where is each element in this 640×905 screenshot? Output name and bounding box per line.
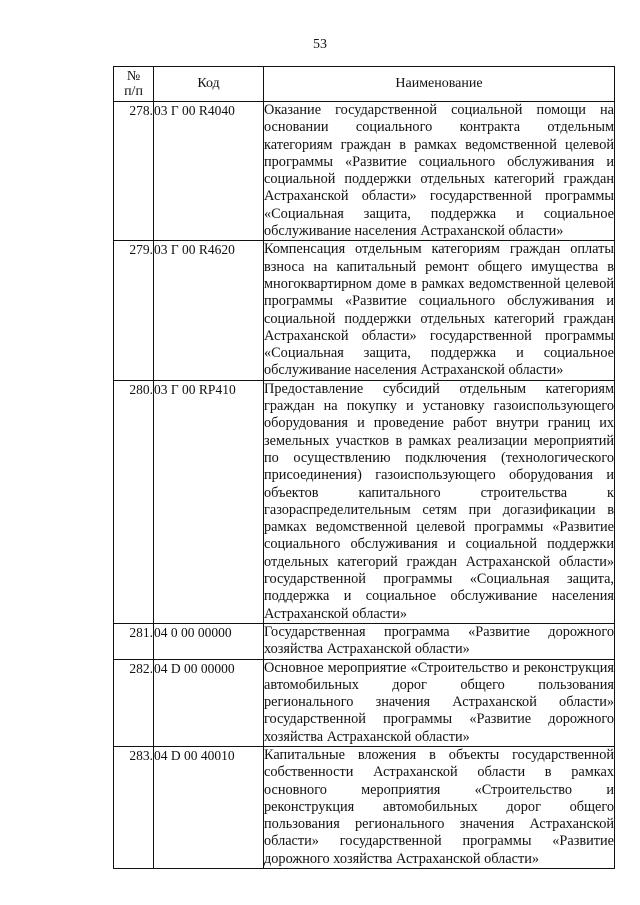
table-row: [114, 102, 615, 241]
header-number: [114, 67, 154, 102]
row-code: 04 D 00 00000: [154, 659, 264, 746]
row-code: 04 D 00 40010: [154, 746, 264, 868]
table-row: [114, 659, 615, 746]
row-code: 03 Г 00 R4620: [154, 241, 264, 380]
row-code: 04 0 00 00000: [154, 623, 264, 659]
budget-codes-table: [113, 66, 615, 869]
row-name: Предоставление субсидий отдельным категориям граждан на покупку и установку газоиспользующего оборудования и проведение работ внутри границ их земельных участков в рамках реализации мероприятий по осуществлению подключения (технологического присоединения) газоиспользующего оборудования и объектов капитального строительства к газораспределительным сетям при догазификации в рамках ведомственной целевой программы «Развитие социального обслуживания и социальной поддержки отдельных категорий граждан Астраханской области» государственной программы «Социальная защита, поддержка и социальное обслуживание населения Астраханской области»: [264, 380, 614, 622]
page-number: 53: [313, 37, 327, 52]
header-name: Наименование: [264, 67, 615, 102]
row-name: Капитальные вложения в объекты государственной собственности Астраханской области в рамках основного мероприятия «Строительство и реконструкция автомобильных дорог общего пользования регионального значения Астраханской области» государственной программы «Развитие дорожного хозяйства Астраханской области»: [264, 746, 614, 867]
row-name: Оказание государственной социальной помощи на основании социального контракта отдельным категориям граждан в рамках ведомственной целевой программы «Развитие социального обслуживания и социальной поддержки отдельных категорий граждан Астраханской области» государственной программы «Социальная защита, поддержка и социальное обслуживание населения Астраханской области»: [264, 102, 614, 240]
header-number-abbr: п/п: [124, 84, 143, 99]
table-row: [114, 746, 615, 868]
row-name: Компенсация отдельным категориям граждан оплаты взноса на капитальный ремонт общего имущества в многоквартирном доме в рамках ведомственной целевой программы «Развитие социального обслуживания и социальной поддержки отдельных категорий граждан Астраханской области» государственной программы «Социальная защита, поддержка и социальное обслуживание населения Астраханской области»: [264, 241, 614, 379]
row-number: 278.: [114, 102, 154, 241]
row-code: 03 Г 00 R4040: [154, 102, 264, 241]
row-number: 282.: [114, 659, 154, 746]
table-row: [114, 241, 615, 380]
row-name: Основное мероприятие «Строительство и реконструкция автомобильных дорог общего пользования регионального значения Астраханской области» государственной программы «Развитие дорожного хозяйства Астраханской области»: [264, 659, 614, 745]
row-number: 281.: [114, 623, 154, 659]
row-number: 280.: [114, 380, 154, 623]
table-header: [114, 67, 615, 102]
header-code: Код: [154, 67, 264, 102]
row-number: 283.: [114, 746, 154, 868]
table-row: [114, 623, 615, 659]
header-row: [114, 67, 615, 102]
table-body: [114, 102, 615, 869]
table-row: [114, 380, 615, 623]
header-number-symbol: №: [126, 69, 141, 84]
row-name: Государственная программа «Развитие дорожного хозяйства Астраханской области»: [264, 623, 614, 658]
row-number: 279.: [114, 241, 154, 380]
row-code: 03 Г 00 RP410: [154, 380, 264, 623]
